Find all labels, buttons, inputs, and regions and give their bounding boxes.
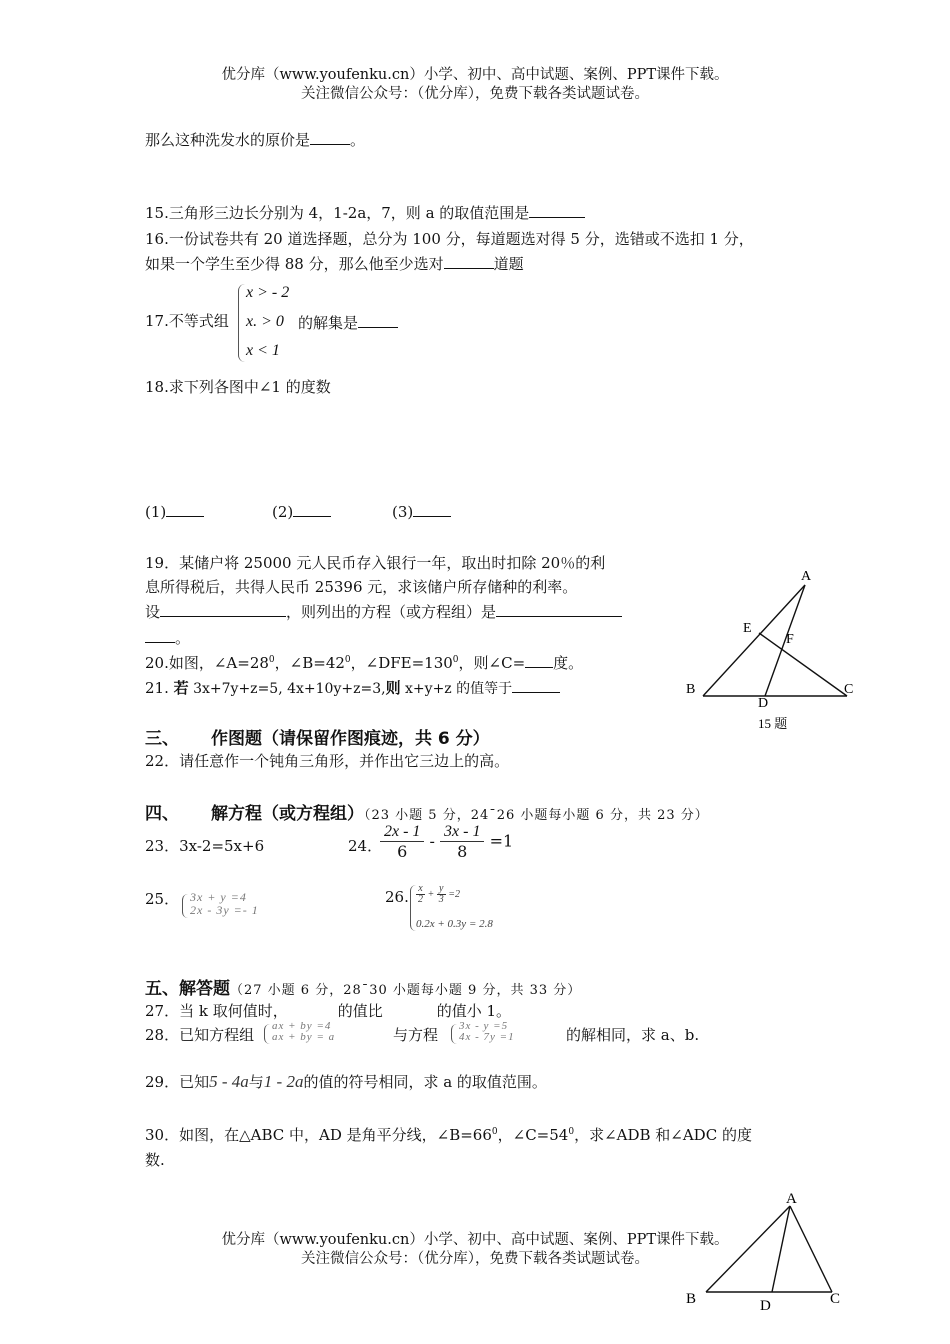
q29-text-b: 与 bbox=[248, 1073, 264, 1091]
section-3-heading bbox=[145, 724, 490, 749]
q14-text: 那么这种洗发水的原价是 bbox=[145, 131, 311, 149]
section-number: 四、 bbox=[145, 804, 179, 824]
denominator: 2 bbox=[418, 894, 423, 905]
q28-system-1-eq-1: ax + by =4 bbox=[272, 1020, 332, 1032]
segment-ad bbox=[772, 1206, 790, 1292]
q20-text-d: ，则∠C= bbox=[458, 654, 526, 672]
section-5-heading bbox=[145, 974, 581, 999]
answer-blank bbox=[444, 254, 494, 269]
plus-sign: + bbox=[427, 888, 435, 900]
answer-blank bbox=[529, 203, 585, 218]
answer-blank bbox=[166, 502, 204, 517]
vertex-label-e: E bbox=[743, 621, 752, 636]
question-28-b: 与方程 bbox=[393, 1026, 439, 1044]
q20-text-a: 20.如图，∠A=28 bbox=[145, 654, 269, 672]
q25-equation-2: 2x - 3y =- 1 bbox=[190, 903, 259, 917]
question-24-equation bbox=[380, 823, 513, 861]
q21-num: 21. bbox=[145, 679, 169, 697]
answer-blank bbox=[293, 502, 331, 517]
part-label: (3) bbox=[392, 503, 414, 521]
question-16-line-2 bbox=[145, 253, 524, 274]
equals-two: =2 bbox=[448, 888, 460, 900]
q30-text-c: ，求∠ADB 和∠ADC 的度 bbox=[574, 1126, 752, 1144]
expression-2: 1 - 2a bbox=[263, 1072, 304, 1091]
q27-text-c: 的值小 1。 bbox=[436, 1002, 512, 1020]
footer-line-2: 关注微信公众号：（优分库），免费下载各类试题试卷。 bbox=[301, 1251, 649, 1267]
answer-blank bbox=[496, 602, 622, 617]
denominator: 8 bbox=[457, 842, 468, 861]
question-17-tail bbox=[298, 312, 398, 333]
q21-tail: x+y+z 的值等于 bbox=[400, 681, 513, 697]
section-number: 三、 bbox=[145, 729, 179, 749]
footer-line-1: 优分库（www.youfenku.cn）小学、初中、高中试题、案例、PPT课件下载。 bbox=[221, 1232, 729, 1248]
system-brace bbox=[238, 284, 245, 362]
question-17-label: 17.不等式组 bbox=[145, 312, 229, 330]
question-19-line-3 bbox=[145, 601, 622, 622]
segment-ac bbox=[790, 1206, 832, 1292]
q21-ruo: 若 bbox=[173, 679, 189, 697]
vertex-label-b: B bbox=[686, 682, 696, 697]
question-25-number: 25． bbox=[145, 890, 180, 908]
question-15 bbox=[145, 202, 585, 223]
question-30-line-1 bbox=[145, 1124, 752, 1145]
section-subtitle: （23 小题 5 分，24¯26 小题每小题 6 分，共 23 分） bbox=[364, 808, 709, 823]
vertex-label-c: C bbox=[844, 682, 854, 697]
answer-blank bbox=[310, 130, 350, 145]
question-14-tail bbox=[145, 129, 365, 150]
q26-equation-1 bbox=[416, 884, 460, 905]
part-label: (1) bbox=[145, 503, 167, 521]
section-title: 作图题（请保留作图痕迹，共 6 分） bbox=[211, 729, 490, 749]
q19-text-2: ，则列出的方程（或方程组）是 bbox=[286, 603, 497, 621]
minus-sign: - bbox=[429, 831, 435, 851]
inequality-1: x > - 2 bbox=[246, 284, 290, 301]
q28-system-2-eq-2: 4x - 7y =1 bbox=[459, 1031, 515, 1043]
question-26-number: 26. bbox=[385, 888, 409, 906]
q30-text-b: ，∠C=54 bbox=[497, 1126, 569, 1144]
segment-ad bbox=[765, 585, 805, 696]
question-18: 18.求下列各图中∠1 的度数 bbox=[145, 378, 331, 396]
inequality-2: x. > 0 bbox=[246, 313, 284, 330]
question-27 bbox=[145, 1000, 511, 1021]
inequality-3: x < 1 bbox=[246, 342, 280, 359]
q30-text-a: 30．如图，在△ABC 中，AD 是角平分线，∠B=66 bbox=[145, 1126, 492, 1144]
q14-end: 。 bbox=[350, 131, 366, 149]
vertex-label-c: C bbox=[830, 1291, 841, 1307]
section-subtitle: （27 小题 6 分，28¯30 小题每小题 9 分，共 33 分） bbox=[230, 983, 582, 998]
numerator: 3x - 1 bbox=[440, 823, 484, 842]
fraction-1 bbox=[380, 823, 424, 861]
expression-1: 5 - 4a bbox=[209, 1072, 249, 1091]
header-line-2: 关注微信公众号：（优分库），免费下载各类试题试卷。 bbox=[301, 86, 649, 102]
question-28-a: 28．已知方程组 bbox=[145, 1026, 255, 1044]
q18-answer-2 bbox=[272, 502, 331, 521]
vertex-label-a: A bbox=[786, 1191, 797, 1207]
numerator: y bbox=[437, 884, 446, 895]
q28-system-1-eq-2: ax + by = a bbox=[272, 1031, 336, 1043]
q25-equation-1: 3x + y =4 bbox=[190, 890, 247, 904]
system-brace bbox=[264, 1024, 270, 1044]
answer-blank bbox=[413, 502, 451, 517]
triangle-figure-15 bbox=[680, 565, 860, 735]
question-28-c: 的解相同，求 a、b. bbox=[566, 1026, 700, 1044]
question-21 bbox=[145, 677, 560, 698]
system-brace bbox=[182, 894, 188, 918]
question-24-number: 24． bbox=[348, 837, 383, 855]
q18-answer-1 bbox=[145, 502, 204, 521]
q17-tail-text: 的解集是 bbox=[298, 314, 359, 332]
equals-one: =1 bbox=[489, 831, 514, 851]
q21-equations: 3x+7y+z=5, 4x+10y+z=3, bbox=[188, 681, 386, 697]
question-19-line-1: 19．某储户将 25000 元人民币存入银行一年，取出时扣除 20％的利 bbox=[145, 554, 606, 572]
section-title: 解方程（或方程组） bbox=[211, 804, 364, 824]
question-16-line-1: 16.一份试卷共有 20 道选择题，总分为 100 分，每道题选对得 5 分，选错或不选扣 1 分， bbox=[145, 230, 754, 248]
q16-text: 如果一个学生至少得 88 分，那么他至少选对 bbox=[145, 255, 444, 273]
degree-sup: 0 bbox=[568, 1127, 575, 1137]
q19-end: 。 bbox=[175, 629, 191, 647]
q26-equation-2: 0.2x + 0.3y = 2.8 bbox=[416, 918, 493, 930]
fraction-x-2 bbox=[416, 884, 425, 905]
fraction-2 bbox=[440, 823, 484, 861]
section-title: 五、解答题 bbox=[145, 979, 230, 999]
denominator: 6 bbox=[397, 842, 408, 861]
triangle-figure-30 bbox=[680, 1186, 850, 1336]
answer-blank bbox=[525, 653, 553, 668]
answer-blank bbox=[358, 313, 398, 328]
q15-text: 15.三角形三边长分别为 4，1-2a，7，则 a 的取值范围是 bbox=[145, 204, 530, 222]
q19-text: 设 bbox=[145, 603, 161, 621]
section-4-heading bbox=[145, 799, 709, 824]
answer-blank bbox=[512, 678, 560, 693]
figure-caption: 15 题 bbox=[758, 716, 788, 731]
q29-text-a: 29．已知 bbox=[145, 1073, 210, 1091]
question-20 bbox=[145, 652, 583, 673]
q21-ze: 则 bbox=[385, 679, 401, 697]
denominator: 3 bbox=[438, 894, 444, 905]
vertex-label-d: D bbox=[758, 696, 769, 711]
q16-tail: 道题 bbox=[493, 255, 524, 273]
vertex-label-b: B bbox=[686, 1291, 697, 1307]
segment-ec bbox=[759, 633, 847, 696]
q20-text-e: 度。 bbox=[553, 654, 584, 672]
q20-text-b: ，∠B=42 bbox=[274, 654, 345, 672]
question-29 bbox=[145, 1071, 547, 1092]
vertex-label-a: A bbox=[801, 569, 812, 584]
q20-text-c: ，∠DFE=130 bbox=[350, 654, 453, 672]
numerator: 2x - 1 bbox=[380, 823, 424, 842]
q28-system-2-eq-1: 3x - y =5 bbox=[459, 1020, 509, 1032]
vertex-label-d: D bbox=[760, 1298, 771, 1314]
question-19-line-4 bbox=[145, 627, 190, 648]
question-19-line-2: 息所得税后，共得人民币 25396 元，求该储户所存储种的利率。 bbox=[145, 578, 578, 596]
question-30-line-2: 数. bbox=[145, 1151, 165, 1169]
degree-sup: 0 bbox=[452, 655, 459, 665]
q27-text-b: 的值比 bbox=[337, 1002, 383, 1020]
part-label: (2) bbox=[272, 503, 294, 521]
numerator: x bbox=[416, 884, 425, 895]
q18-answer-3 bbox=[392, 502, 451, 521]
header-line-1: 优分库（www.youfenku.cn）小学、初中、高中试题、案例、PPT课件下载。 bbox=[221, 67, 729, 83]
answer-blank bbox=[160, 602, 286, 617]
segment-ba bbox=[706, 1206, 790, 1292]
system-brace bbox=[451, 1024, 457, 1044]
degree-sup: 0 bbox=[344, 655, 351, 665]
q29-text-c: 的值的符号相同，求 a 的取值范围。 bbox=[303, 1073, 547, 1091]
vertex-label-f: F bbox=[786, 632, 794, 647]
fraction-y-3 bbox=[437, 884, 446, 905]
degree-sup: 0 bbox=[268, 655, 275, 665]
answer-blank bbox=[145, 628, 175, 643]
question-22: 22．请任意作一个钝角三角形，并作出它三边上的高。 bbox=[145, 752, 510, 770]
q27-text-a: 27．当 k 取何值时， bbox=[145, 1002, 288, 1020]
degree-sup: 0 bbox=[491, 1127, 498, 1137]
question-23: 23．3x-2=5x+6 bbox=[145, 837, 265, 855]
